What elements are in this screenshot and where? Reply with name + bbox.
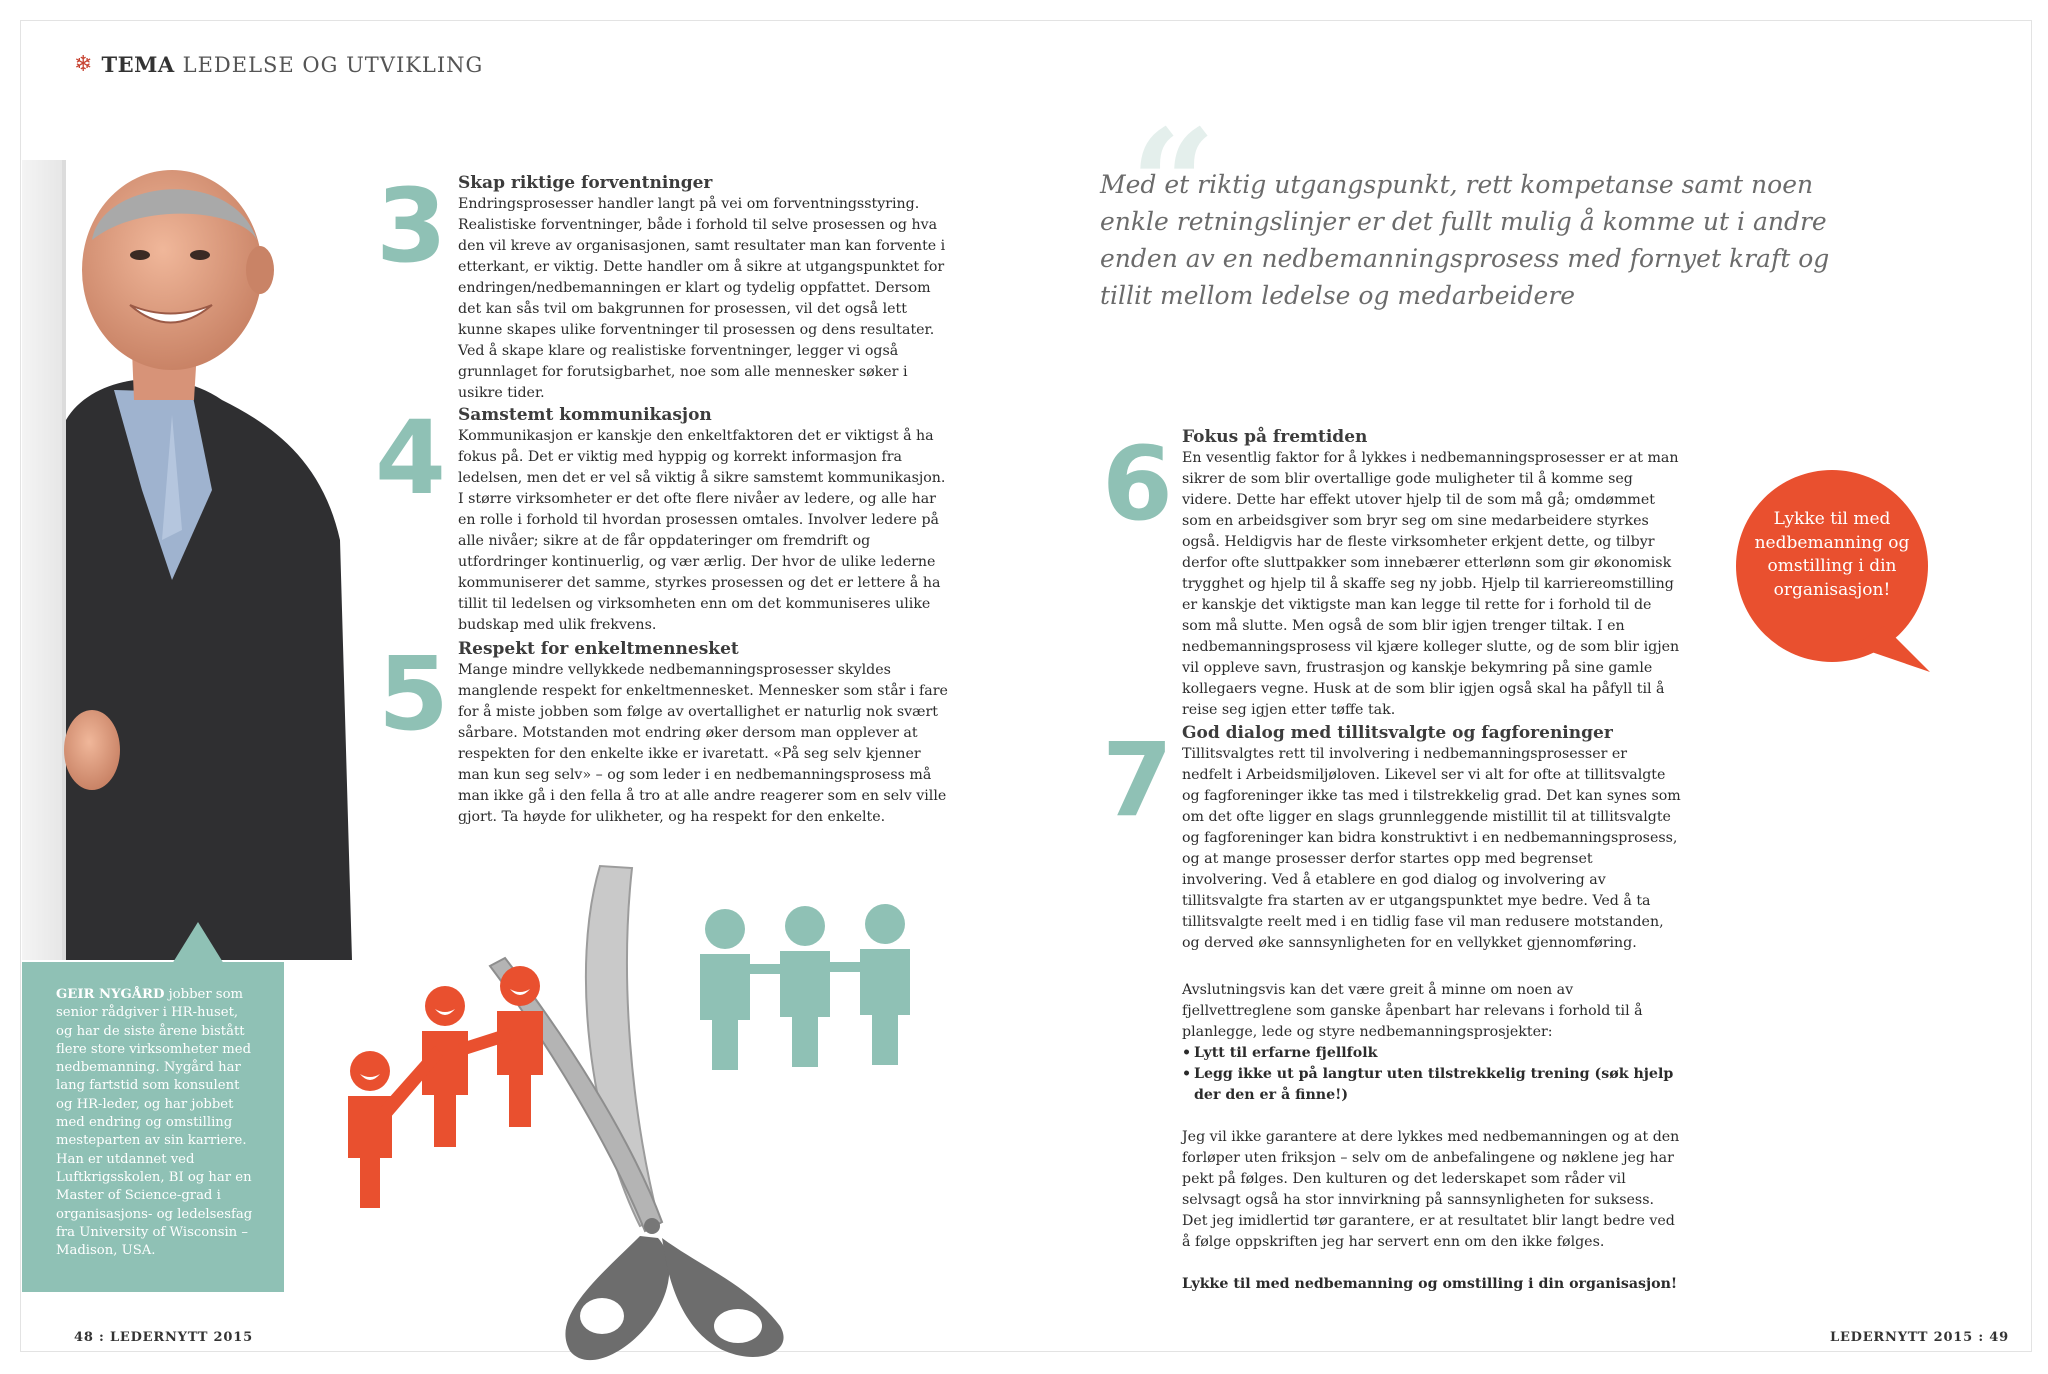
- section-number: 6: [1102, 425, 1173, 544]
- person-figure-icon: [700, 904, 910, 1070]
- section-text: En vesentlig faktor for å lykkes i nedbemanningsprosesser er at man sikrer de som blir overtallige gode muligheter til å komme seg videre. Dette har effekt utover hjelp til de som må gå; omdømmet som en arbeidsgiver som bryr seg om sine medarbeidere styrkes også. Heldigvis har de fleste virksomheter erkjent dette, og tilbyr derfor ofte sluttpakker som innebærer etterlønn som gir økonomisk trygghet og hjelp til å skaffe seg ny jobb. Hjelp til karriereomstilling er kanskje det viktigste man kan legge til rette for i forhold til de som må slutte. Men også de som blir igjen trenger tiltak. I en nedbemanningsprosess vil kjære kolleger slutte, og de som blir igjen vil oppleve savn, frustrasjon og kanskje bekymring på sine gamle kollegaers vegne. Husk at de som blir igjen også skal ha påfyll til å reise seg igjen etter tøffe tak.: [1182, 450, 1680, 718]
- author-photo: [22, 160, 352, 960]
- section-title: Respekt for enkeltmennesket: [458, 639, 739, 659]
- list-item: • Lytt til erfarne fjellfolk: [1182, 1043, 1682, 1064]
- quote-mark-icon: “: [1130, 97, 1217, 273]
- speech-bubble-text: Lykke til med nedbemanning og omstilling i din organisasjon!: [1754, 509, 1910, 600]
- closing-final: Lykke til med nedbemanning og omstilling i din organisasjon!: [1182, 1276, 1678, 1292]
- scissors-illustration: [340, 846, 940, 1366]
- closing-list: [1182, 1043, 1682, 1106]
- header-section: LEDELSE OG UTVIKLING: [182, 52, 484, 77]
- section-header: [74, 52, 483, 77]
- author-bio-text: jobber som senior rådgiver i HR-huset, og har de siste årene bistått flere store virksomheter med nedbemanning. Nygård har lang fartstid som konsulent og HR-leder, og har jobbet med endring og omstilling mesteparten av sin karriere. Han er utdannet ved Luftkrigsskolen, BI og har en Master of Science-grad i organisasjons- og ledelsesfag fra University of Wisconsin – Madison, USA.: [56, 987, 253, 1259]
- page-folio-right: LEDERNYTT 2015 : 49: [1830, 1330, 2009, 1345]
- author-bio: [56, 986, 256, 1260]
- section-text: Mange mindre vellykkede nedbemanningsprosesser skyldes manglende respekt for enkeltmennesket. Mennesker som står i fare for å miste jobben som følge av overtallighet er naturlig nok svært sårbare. Motstanden mot endring øker dersom man opplever at respekten for den enkelte ikke er ivaretatt. «På seg selv kjenner man kun seg selv» – og som leder i en nedbemanningsprosess må man ikke gå i den fella å tro at alle andre reagerer som en selv ville gjort. Ta høyde for ulikheter, og ha respekt for den enkelte.: [458, 662, 948, 825]
- closing-intro: Avslutningsvis kan det være greit å minne om noen av fjellvettreglene som ganske åpenbart har relevans i forhold til å planlegge, lede og styre nedbemanningsprosjekter:: [1182, 982, 1643, 1040]
- section-number: 7: [1102, 721, 1173, 840]
- list-item: • Legg ikke ut på langtur uten tilstrekkelig trening (søk hjelp der den er å finne!): [1182, 1064, 1682, 1106]
- section-title: Fokus på fremtiden: [1182, 427, 1368, 447]
- section-text: Kommunikasjon er kanskje den enkeltfaktoren det er viktigst å ha fokus på. Det er viktig med hyppig og korrekt informasjon fra ledelsen, men det er vel så viktig å sikre samstemt kommunikasjon. I større virksomheter er det ofte flere nivåer av ledere, og alle har en rolle i forhold til hvordan prosessen omtales. Involver ledere på alle nivåer; sikre at de får oppdateringer om fremdrift og utfordringer kontinuerlig, og vær ærlig. Der hvor de ulike lederne kommuniserer det samme, styrkes prosessen og det er lettere å ha tillit til ledelsen og virksomheten enn om det kommuniseres ulike budskap med ulik frekvens.: [458, 428, 946, 633]
- section-number: 5: [378, 635, 449, 754]
- section-title: God dialog med tillitsvalgte og fagforeninger: [1182, 723, 1613, 743]
- snowflake-icon: ❄: [74, 52, 94, 77]
- closing-paragraph: Jeg vil ikke garantere at dere lykkes med nedbemanningen og at den forløper uten friksjon – selv om de anbefalingene og nøklene jeg har pekt på følges. Den kulturen og det lederskapet som råder vil selvsagt også ha stor innvirkning på sannsynligheten for suksess. Det jeg imidlertid tør garantere, er at resultatet blir langt bedre ved å følge oppskriften jeg har servert enn om den ikke følges.: [1182, 1129, 1680, 1250]
- section-number: 3: [376, 167, 447, 286]
- header-tema: TEMA: [101, 52, 175, 77]
- section-text: Endringsprosesser handler langt på vei om forventningsstyring. Realistiske forventninger, både i forhold til selve prosessen og hva den vil kreve av organisasjonen, samt resultater man kan forvente i etterkant, er viktig. Dette handler om å sikre at utgangspunktet for endringen/nedbemanningen er klart og tydelig oppfattet. Dersom det kan sås tvil om bakgrunnen for prosessen, vil det også lett kunne skapes ulike forventninger til prosessen og dens resultater. Ved å skape klare og realistiske forventninger, legger vi også grunnlaget for forutsigbarhet, noe som alle mennesker søker i usikre tider.: [458, 196, 946, 401]
- pull-quote: Med et riktig utgangspunkt, rett kompetanse samt noen enkle retningslinjer er det fullt mulig å komme ut i andre enden av en nedbemanningsprosess med fornyet kraft og tillit mellom ledelse og medarbeidere: [1100, 170, 1830, 310]
- person-figure-icon: [348, 966, 543, 1208]
- section-number: 4: [375, 399, 446, 518]
- author-name: GEIR NYGÅRD: [56, 987, 165, 1002]
- section-title: Skap riktige forventninger: [458, 173, 713, 193]
- section-text: Tillitsvalgtes rett til involvering i nedbemanningsprosesser er nedfelt i Arbeidsmiljøloven. Likevel ser vi alt for ofte at tillitsvalgte og fagforeninger ikke tas med i tilstrekkelig grad. Det kan synes som om det ofte ligger en slags grunnleggende mistillit til at tillitsvalgte og fagforeninger kan bidra konstruktivt i en nedbemanningsprosess, og at mange prosesser derfor startes opp med begrenset involvering. Ved å etablere en god dialog og involvering av tillitsvalgte fra starten av er utgangspunktet mye bedre. Ved å ta tillitsvalgte reelt med i en tidlig fase vil man redusere motstanden, og derved øke sannsynligheten for en vellykket gjennomføring.: [1182, 746, 1681, 951]
- section-title: Samstemt kommunikasjon: [458, 405, 712, 425]
- bio-pointer: [172, 922, 224, 964]
- page-folio-left: 48 : LEDERNYTT 2015: [74, 1330, 253, 1345]
- closing-section: [1182, 980, 1682, 1316]
